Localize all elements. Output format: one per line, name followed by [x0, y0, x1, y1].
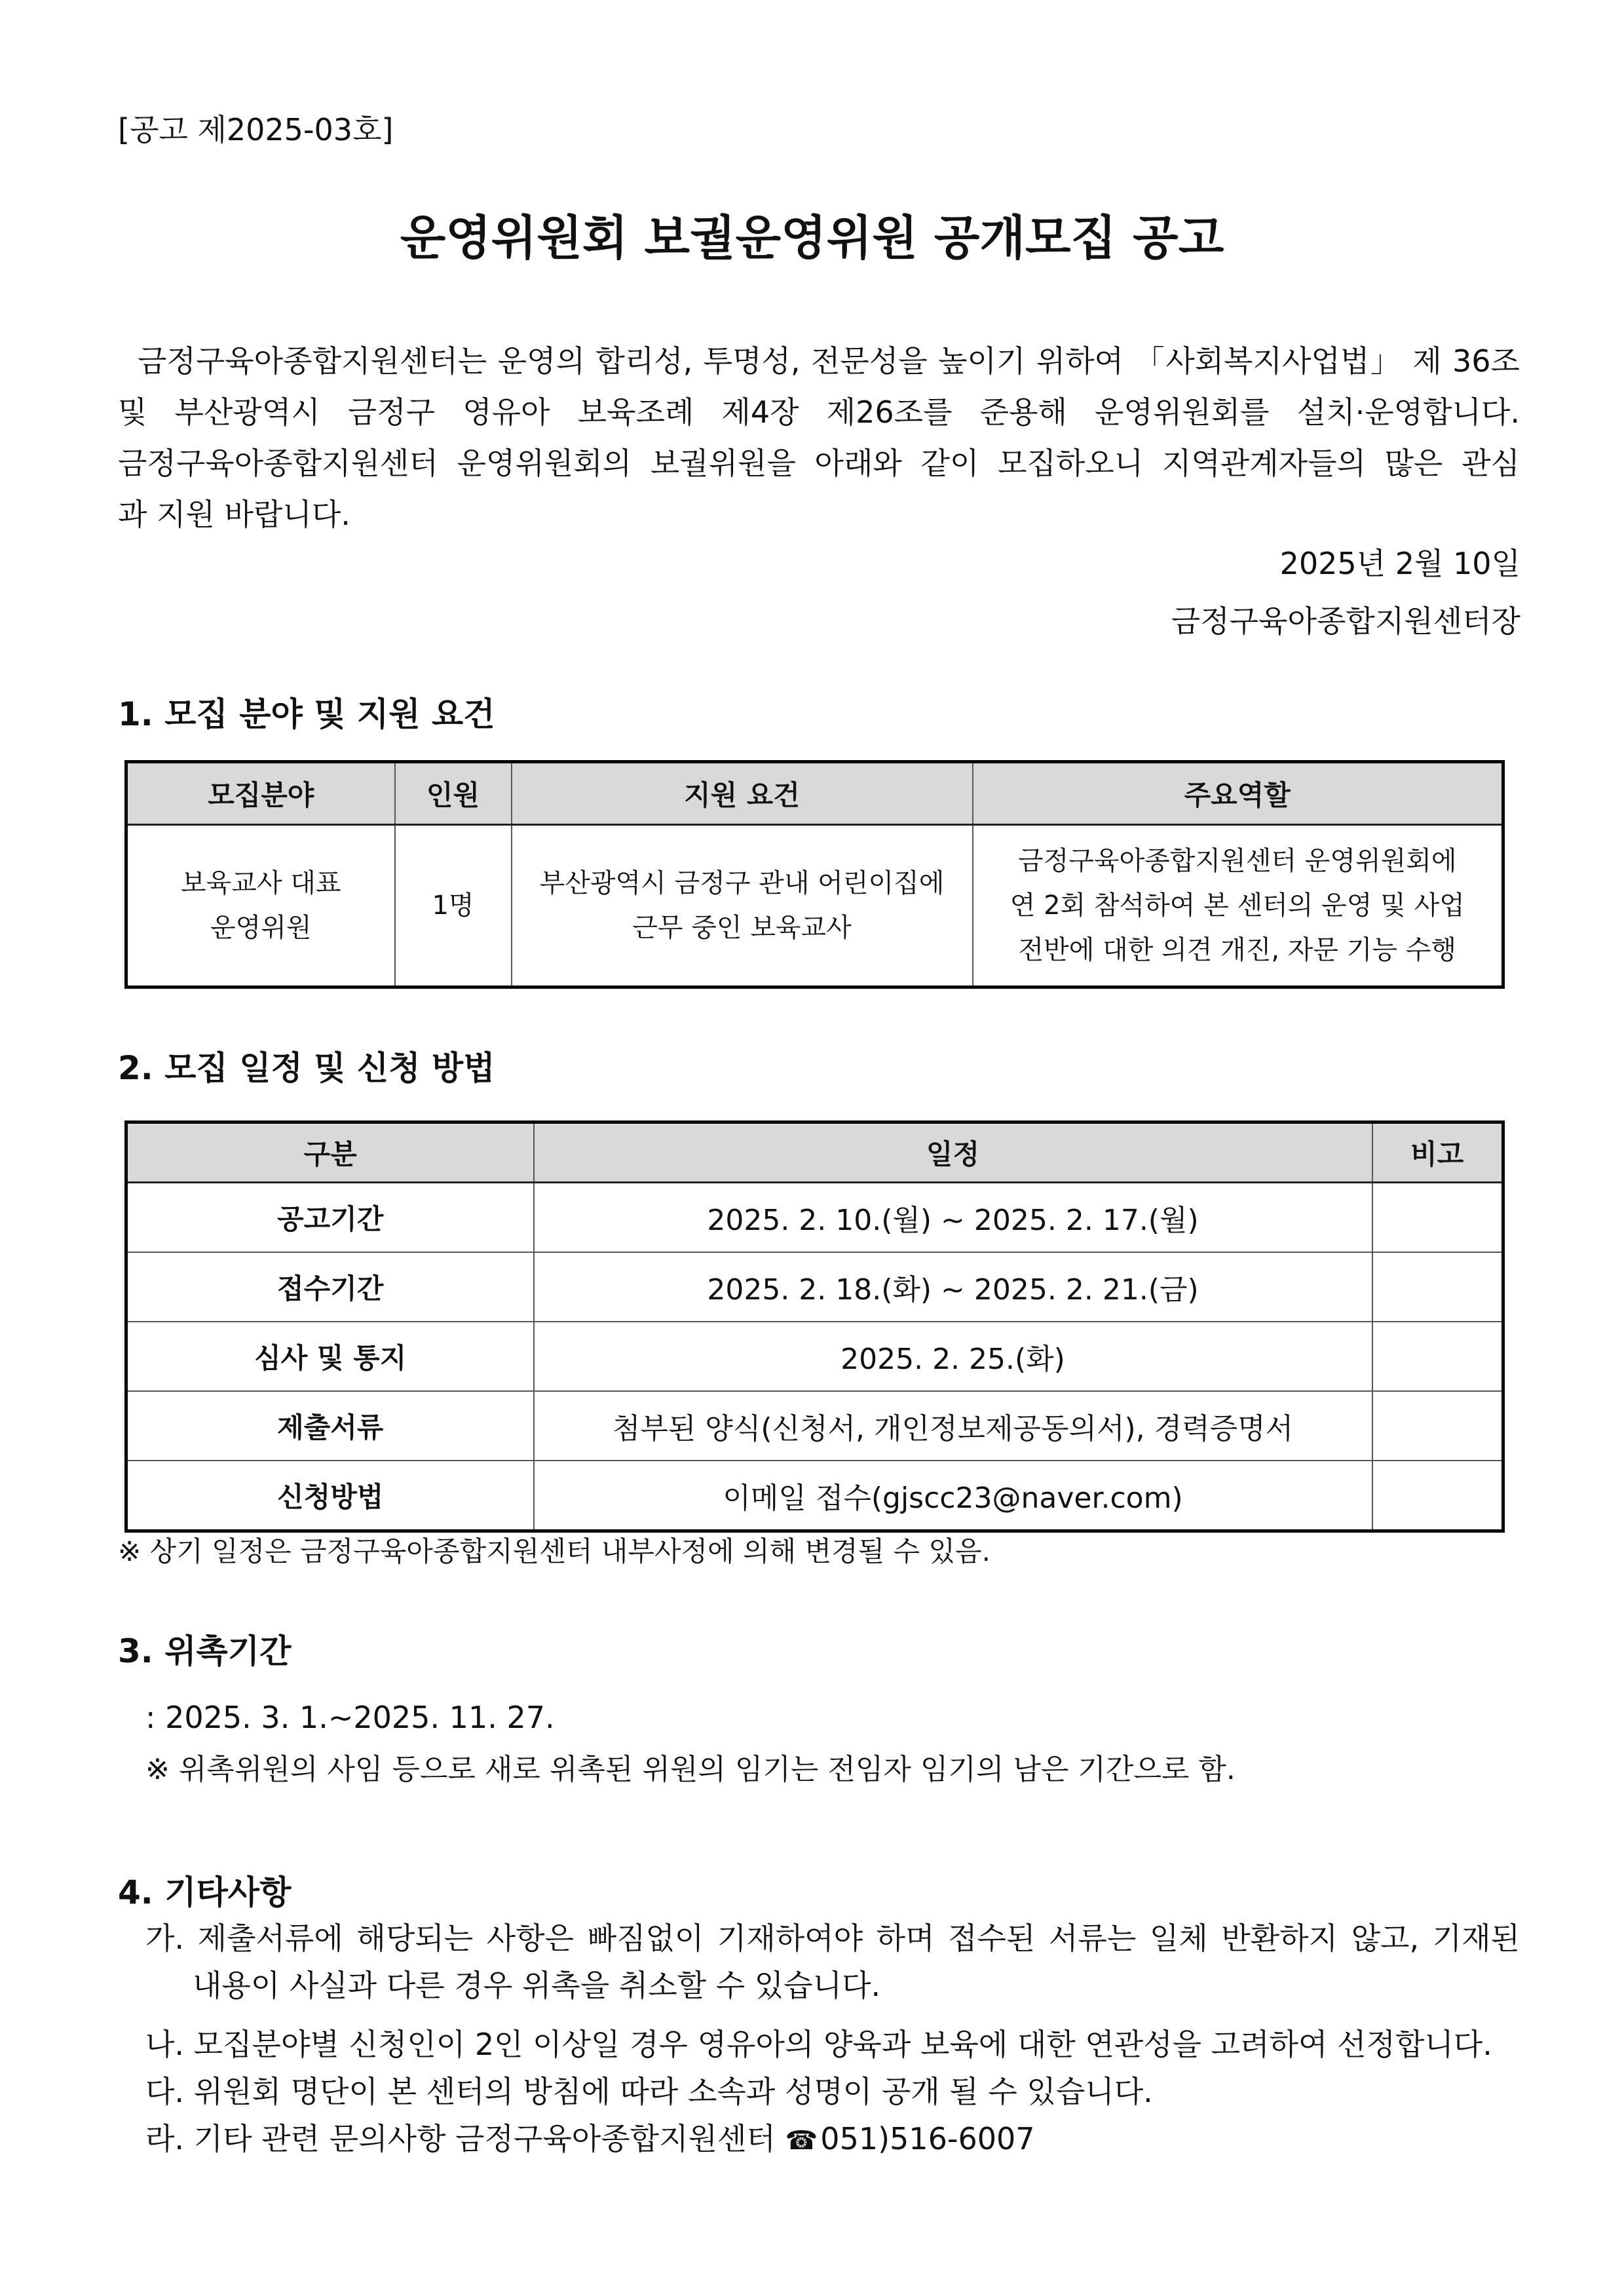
list-item-text: 다. 위원회 명단이 본 센터의 방침에 따라 소속과 성명이 공개 될 수 있습니다.: [145, 2074, 1153, 2109]
column-header: 주요역할: [973, 762, 1503, 825]
column-header: 모집분야: [126, 762, 395, 825]
remark-cell: [1372, 1461, 1503, 1531]
cell-line: 보육교사 대표: [180, 868, 341, 898]
table-row: [126, 825, 1503, 987]
schedule-cell: 첨부된 양식(신청서, 개인정보제공동의서), 경력증명서: [534, 1391, 1372, 1461]
appointment-note: ※ 위촉위원의 사임 등으로 새로 위촉된 위원의 임기는 전임자 임기의 남은 기간으로 함.: [145, 1753, 1236, 1786]
schedule-note: ※ 상기 일정은 금정구육아종합지원센터 내부사정에 의해 변경될 수 있음.: [118, 1535, 991, 1567]
cell-line: 근무 중인 보육교사: [632, 913, 852, 943]
list-item-text: 가. 제출서류에 해당되는 사항은 빠짐없이 기재하여야 하며 접수된 서류는 일체 반환하지 않고, 기재된: [145, 1921, 1520, 1956]
list-item: [145, 2115, 1520, 2164]
remark-cell: [1372, 1252, 1503, 1322]
column-header: 인원: [395, 762, 512, 825]
list-item: [145, 2021, 1520, 2068]
intro-line: 및 부산광역시 금정구 영유아 보육조례 제4장 제26조를 준용해 운영위원회를 설치·운영합니다.: [118, 394, 1520, 430]
column-header: 일정: [534, 1122, 1372, 1183]
cell-line: 운영위원: [210, 913, 312, 943]
row-label: 제출서류: [126, 1391, 534, 1461]
requirements-table: [124, 760, 1505, 989]
row-label: 접수기간: [126, 1252, 534, 1322]
remark-cell: [1372, 1391, 1503, 1461]
table-header-row: [126, 762, 1503, 825]
notice-date: 2025년 2월 10일: [1279, 546, 1520, 581]
table-row: [126, 1183, 1503, 1253]
page-title: 운영위원회 보궐운영위원 공개모집 공고: [400, 210, 1224, 265]
column-header: 비고: [1372, 1122, 1503, 1183]
section-3-heading: 3. 위촉기간: [118, 1632, 292, 1670]
section-1-heading: 1. 모집 분야 및 지원 요건: [118, 695, 495, 733]
intro-line: 과 지원 바랍니다.: [118, 497, 350, 532]
table-row: [126, 1252, 1503, 1322]
cell-line: 연 2회 참석하여 본 센터의 운영 및 사업: [1010, 890, 1465, 921]
cell-line: 부산광역시 금정구 관내 어린이집에: [539, 868, 945, 898]
remark-cell: [1372, 1322, 1503, 1391]
phone-icon: ☎: [785, 2126, 818, 2156]
column-header: 구분: [126, 1122, 534, 1183]
schedule-cell: 2025. 2. 10.(월) ~ 2025. 2. 17.(월): [534, 1183, 1372, 1253]
role-cell: [973, 825, 1503, 987]
notice-number: [공고 제2025-03호]: [118, 112, 394, 147]
list-item-text: 내용이 사실과 다른 경우 위촉을 취소할 수 있습니다.: [193, 1968, 881, 2003]
section-2-heading: 2. 모집 일정 및 신청 방법: [118, 1049, 495, 1087]
table-row: [126, 1461, 1503, 1531]
row-label: 공고기간: [126, 1183, 534, 1253]
schedule-cell: 2025. 2. 18.(화) ~ 2025. 2. 21.(금): [534, 1252, 1372, 1322]
list-item: [145, 1915, 1520, 2009]
schedule-cell: 2025. 2. 25.(화): [534, 1322, 1372, 1391]
count-cell: 1명: [395, 825, 512, 987]
requirement-cell: [512, 825, 973, 987]
list-item-text: 라. 기타 관련 문의사항 금정구육아종합지원센터: [145, 2121, 776, 2156]
schedule-table: [124, 1120, 1505, 1533]
table-row: [126, 1391, 1503, 1461]
table-header-row: [126, 1122, 1503, 1183]
intro-paragraph: [118, 335, 1520, 540]
schedule-cell: 이메일 접수(gjscc23@naver.com): [534, 1461, 1372, 1531]
table-row: [126, 1322, 1503, 1391]
contact-line: [145, 2115, 1520, 2164]
field-cell: [126, 825, 395, 987]
appointment-period: : 2025. 3. 1.~2025. 11. 27.: [145, 1700, 555, 1735]
intro-line: 금정구육아종합지원센터는 운영의 합리성, 투명성, 전문성을 높이기 위하여 「사회복지사업법」 제 36조: [138, 343, 1520, 379]
remark-cell: [1372, 1183, 1503, 1253]
cell-line: 전반에 대한 의견 개진, 자문 기능 수행: [1018, 935, 1457, 965]
section-4-heading: 4. 기타사항: [118, 1873, 292, 1911]
list-item: [145, 2068, 1520, 2115]
cell-line: 금정구육아종합지원센터 운영위원회에: [1017, 846, 1457, 876]
signer: 금정구육아종합지원센터장: [1171, 603, 1520, 639]
row-label: 심사 및 통지: [126, 1322, 534, 1391]
row-label: 신청방법: [126, 1461, 534, 1531]
list-item-text: 나. 모집분야별 신청인이 2인 이상일 경우 영유아의 양육과 보육에 대한 연관성을 고려하여 선정합니다.: [145, 2027, 1492, 2062]
intro-line: 금정구육아종합지원센터 운영위원회의 보궐위원을 아래와 같이 모집하오니 지역관계자들의 많은 관심: [118, 446, 1520, 481]
column-header: 지원 요건: [512, 762, 973, 825]
phone-number: 051)516-6007: [820, 2121, 1035, 2156]
